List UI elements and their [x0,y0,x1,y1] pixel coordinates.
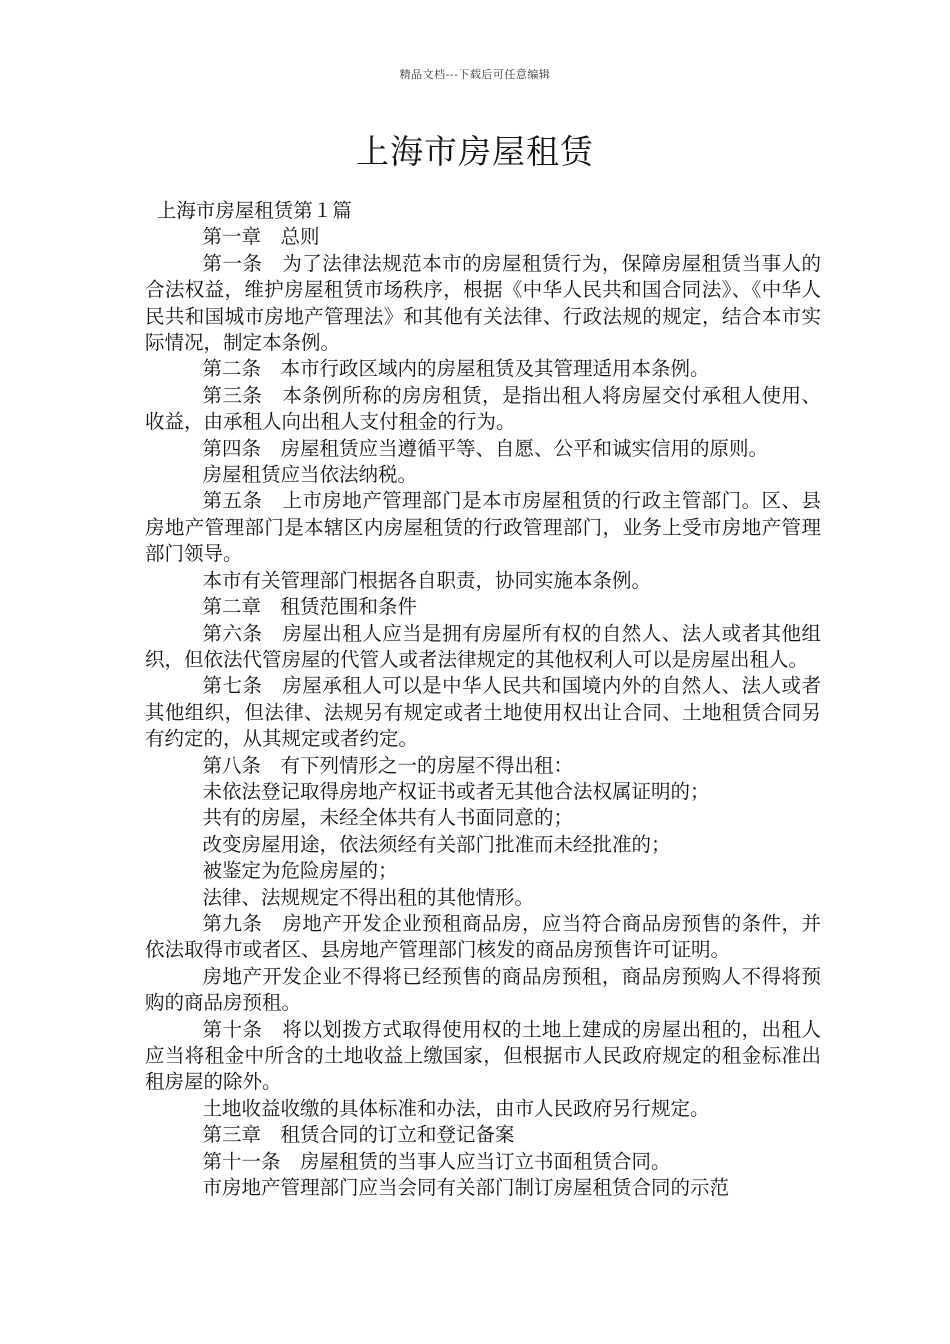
article-10: 第十条 将以划拨方式取得使用权的土地上建成的房屋出租的，出租人应当将租金中所含的土地收益上缴国家，但根据市人民政府规定的租金标准出租房屋的除外。 [145,1017,821,1094]
article-8-item-5: 法律、法规规定不得出租的其他情形。 [202,885,535,909]
page-header-note: 精品文档---下载后可任意编辑 [399,68,551,81]
article-11: 第十一条 房屋租赁的当事人应当订立书面租赁合同。 [202,1149,671,1173]
document-title: 上海市房屋租赁 [356,132,594,171]
article-5-clause: 本市有关管理部门根据各自职责，协同实施本条例。 [202,568,652,592]
article-8-item-3: 改变房屋用途，依法须经有关部门批准而未经批准的； [202,832,671,856]
article-7: 第七条 房屋承租人可以是中华人民共和国境内外的自然人、法人或者其他组织，但法律、法规另有规定或者土地使用权出让合同、土地租赁合同另有约定的，从其规定或者约定。 [145,674,821,751]
article-8-item-2: 共有的房屋，未经全体共有人书面同意的； [202,806,574,830]
article-9: 第九条 房地产开发企业预租商品房，应当符合商品房预售的条件，并依法取得市或者区、县房地产管理部门核发的商品房预售许可证明。 [145,911,821,962]
chapter-heading-2: 第二章 租赁范围和条件 [202,595,418,619]
article-4: 第四条 房屋租赁应当遵循平等、自愿、公平和诚实信用的原则。 [202,436,769,460]
article-3: 第三条 本条例所称的房房租赁，是指出租人将房屋交付承租人使用、收益，由承租人向出租人支付租金的行为。 [145,383,821,434]
chapter-heading-1: 第一章 总则 [202,225,320,249]
article-6: 第六条 房屋出租人应当是拥有房屋所有权的自然人、法人或者其他组织，但依法代管房屋的代管人或者法律规定的其他权利人可以是房屋出租人。 [145,621,821,671]
article-10-clause: 土地收益收缴的具体标准和办法，由市人民政府另行规定。 [202,1096,710,1120]
article-8: 第八条 有下列情形之一的房屋不得出租： [202,753,574,777]
article-9-clause: 房地产开发企业不得将已经预售的商品房预租，商品房预购人不得将预购的商品房预租。 [145,964,821,1015]
article-8-item-1: 未依法登记取得房地产权证书或者无其他合法权属证明的； [202,779,710,803]
article-2: 第二条 本市行政区域内的房屋租赁及其管理适用本条例。 [202,357,710,381]
document-subtitle: 上海市房屋租赁第１篇 [156,199,352,222]
article-11-clause: 市房地产管理部门应当会同有关部门制订房屋租赁合同的示范 [202,1176,730,1200]
article-5: 第五条 上市房地产管理部门是本市房屋租赁的行政主管部门。区、县房地产管理部门是本辖区内房屋租赁的行政管理部门，业务上受市房地产管理部门领导。 [145,489,821,566]
article-8-item-4: 被鉴定为危险房屋的； [202,859,398,883]
chapter-heading-3: 第三章 租赁合同的订立和登记备案 [202,1123,515,1147]
article-4-clause: 房屋租赁应当依法纳税。 [202,463,418,487]
document-body [145,198,821,1201]
article-1: 第一条 为了法律法规范本市的房屋租赁行为，保障房屋租赁当事人的合法权益，维护房屋租赁市场秩序，根据《中华人民共和国合同法》、《中华人民共和国城市房地产管理法》和其他有关法律、行政法规的规定，结合本市实际情况，制定本条例。 [145,251,821,355]
